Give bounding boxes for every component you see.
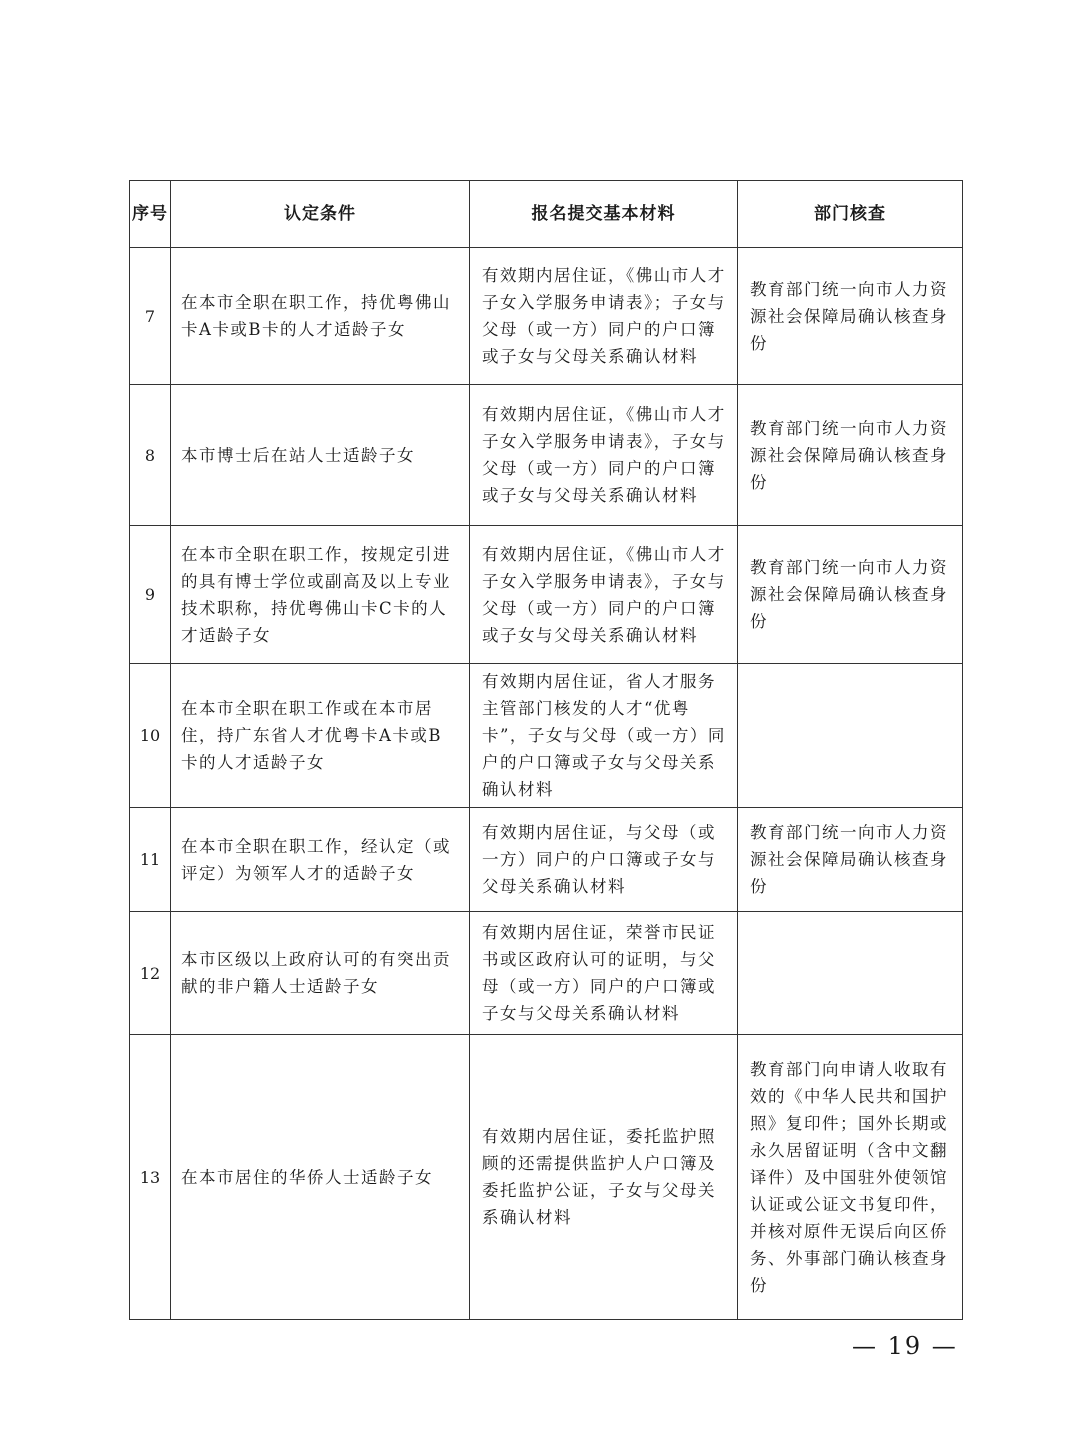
row-seq: 7 xyxy=(130,248,171,385)
header-materials: 报名提交基本材料 xyxy=(470,181,738,248)
row-dept: 教育部门统一向市人力资源社会保障局确认核查身份 xyxy=(738,808,963,912)
eligibility-table xyxy=(129,180,963,1320)
table-row xyxy=(130,526,963,664)
row-materials: 有效期内居住证，《佛山市人才子女入学服务申请表》，子女与父母（或一方）同户的户口簿或子女与父母关系确认材料 xyxy=(470,526,738,664)
row-dept: 教育部门向申请人收取有效的《中华人民共和国护照》复印件；国外长期或永久居留证明（含中文翻译件）及中国驻外使领馆认证或公证文书复印件，并核对原件无误后向区侨务、外事部门确认核查身份 xyxy=(738,1035,963,1320)
table-row xyxy=(130,385,963,526)
row-seq: 13 xyxy=(130,1035,171,1320)
row-dept xyxy=(738,912,963,1035)
row-materials: 有效期内居住证，《佛山市人才子女入学服务申请表》，子女与父母（或一方）同户的户口簿或子女与父母关系确认材料 xyxy=(470,385,738,526)
header-dept: 部门核查 xyxy=(738,181,963,248)
header-condition: 认定条件 xyxy=(171,181,470,248)
table-header xyxy=(130,181,963,248)
row-dept: 教育部门统一向市人力资源社会保障局确认核查身份 xyxy=(738,248,963,385)
row-condition: 在本市全职在职工作，经认定（或评定）为领军人才的适龄子女 xyxy=(171,808,470,912)
row-seq: 11 xyxy=(130,808,171,912)
table-row xyxy=(130,808,963,912)
table-row xyxy=(130,248,963,385)
row-seq: 9 xyxy=(130,526,171,664)
row-condition: 本市博士后在站人士适龄子女 xyxy=(171,385,470,526)
table-row xyxy=(130,664,963,808)
row-dept xyxy=(738,664,963,808)
header-row xyxy=(130,181,963,248)
table-row xyxy=(130,1035,963,1320)
header-seq: 序号 xyxy=(130,181,171,248)
row-materials: 有效期内居住证，委托监护照顾的还需提供监护人户口簿及委托监护公证，子女与父母关系确认材料 xyxy=(470,1035,738,1320)
row-seq: 10 xyxy=(130,664,171,808)
row-condition: 在本市居住的华侨人士适龄子女 xyxy=(171,1035,470,1320)
row-condition: 在本市全职在职工作，持优粤佛山卡A卡或B卡的人才适龄子女 xyxy=(171,248,470,385)
row-seq: 8 xyxy=(130,385,171,526)
row-materials: 有效期内居住证，《佛山市人才子女入学服务申请表》；子女与父母（或一方）同户的户口簿或子女与父母关系确认材料 xyxy=(470,248,738,385)
table-row xyxy=(130,912,963,1035)
row-condition: 在本市全职在职工作或在本市居住，持广东省人才优粤卡A卡或B卡的人才适龄子女 xyxy=(171,664,470,808)
row-dept: 教育部门统一向市人力资源社会保障局确认核查身份 xyxy=(738,526,963,664)
table-body xyxy=(130,248,963,1320)
row-materials: 有效期内居住证，荣誉市民证书或区政府认可的证明，与父母（或一方）同户的户口簿或子女与父母关系确认材料 xyxy=(470,912,738,1035)
row-materials: 有效期内居住证，省人才服务主管部门核发的人才“优粤卡”，子女与父母（或一方）同户的户口簿或子女与父母关系确认材料 xyxy=(470,664,738,808)
row-seq: 12 xyxy=(130,912,171,1035)
row-condition: 在本市全职在职工作，按规定引进的具有博士学位或副高及以上专业技术职称，持优粤佛山卡C卡的人才适龄子女 xyxy=(171,526,470,664)
row-dept: 教育部门统一向市人力资源社会保障局确认核查身份 xyxy=(738,385,963,526)
row-materials: 有效期内居住证，与父母（或一方）同户的户口簿或子女与父母关系确认材料 xyxy=(470,808,738,912)
row-condition: 本市区级以上政府认可的有突出贡献的非户籍人士适龄子女 xyxy=(171,912,470,1035)
page-number: — 19 — xyxy=(852,1332,958,1360)
